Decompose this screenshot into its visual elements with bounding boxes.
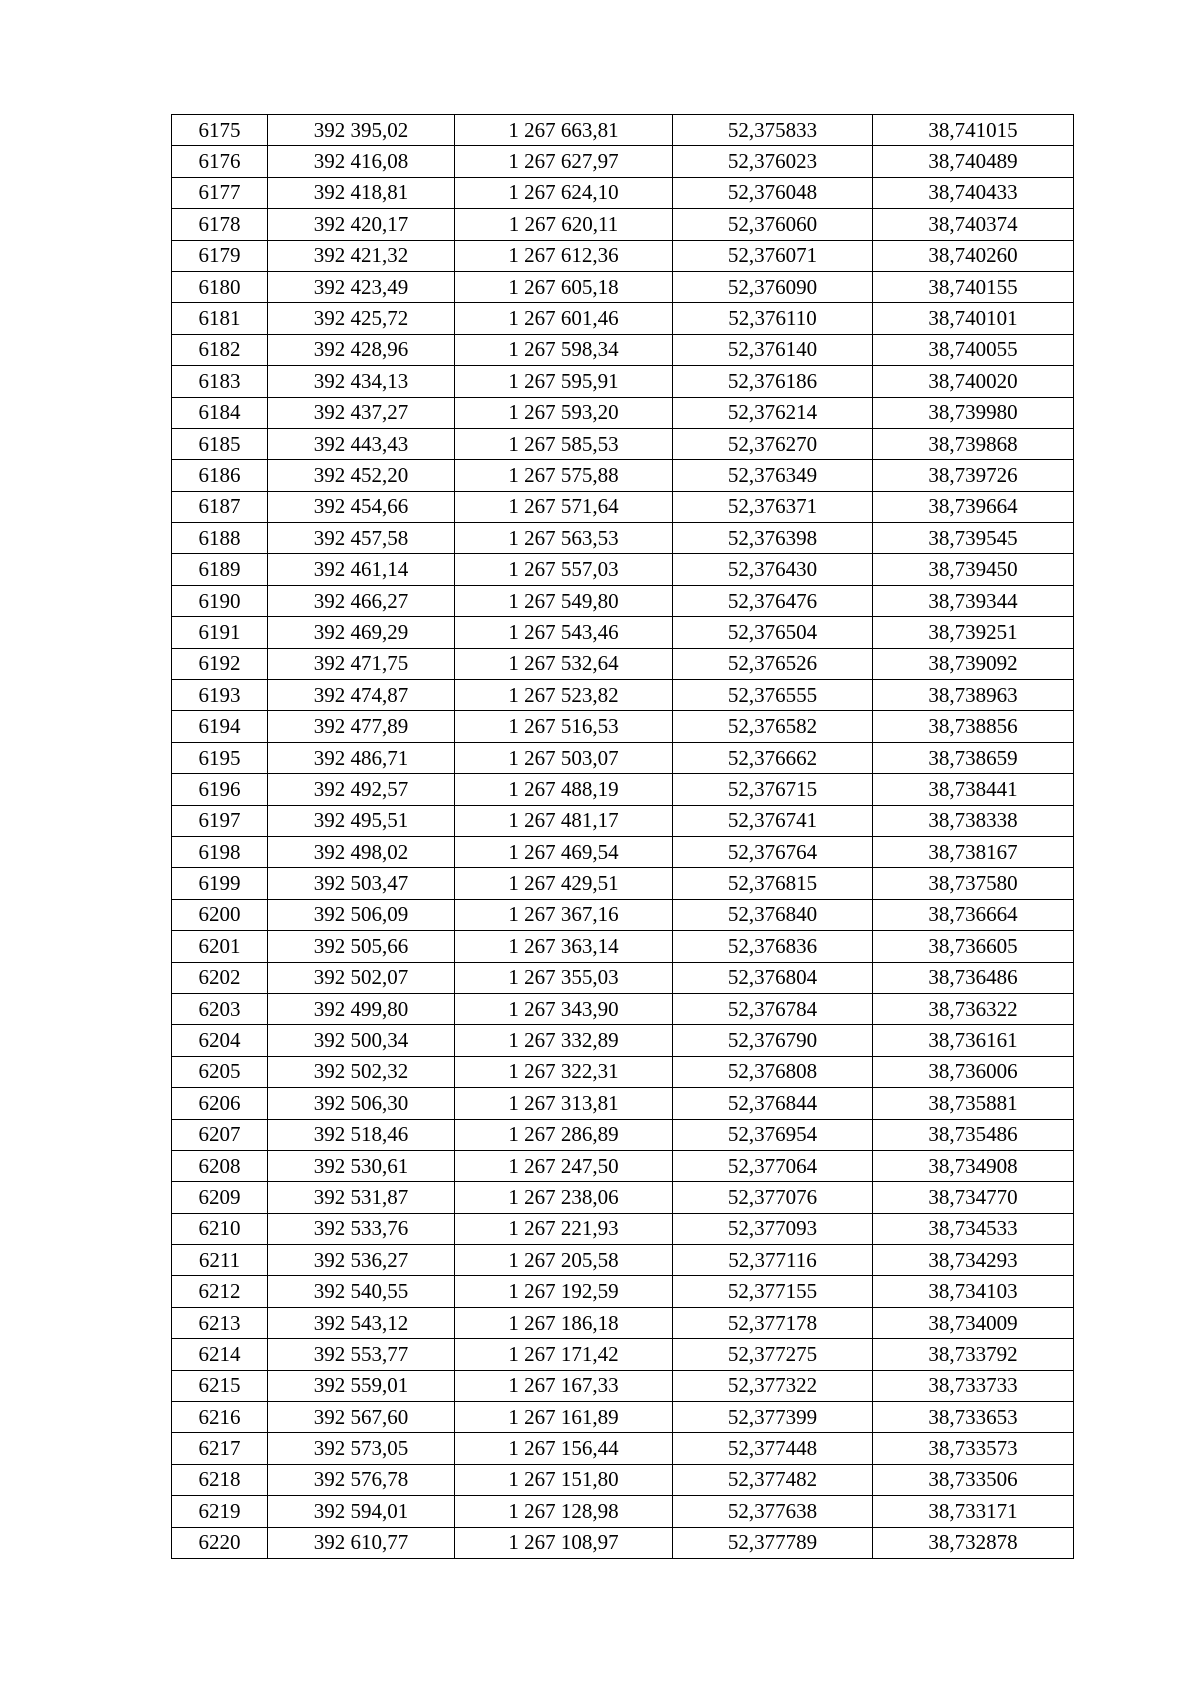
table-row [172,1056,1074,1087]
latitude-cell: 52,376071 [673,240,873,271]
y-coordinate-cell: 1 267 663,81 [455,115,673,146]
point-number-cell: 6183 [172,366,268,397]
table-row [172,1245,1074,1276]
y-coordinate-cell: 1 267 192,59 [455,1276,673,1307]
y-coordinate-cell: 1 267 488,19 [455,774,673,805]
latitude-cell: 52,377116 [673,1245,873,1276]
longitude-cell: 38,740374 [873,209,1074,240]
x-coordinate-cell: 392 492,57 [268,774,455,805]
x-coordinate-cell: 392 505,66 [268,931,455,962]
latitude-cell: 52,376090 [673,271,873,302]
point-number-cell: 6198 [172,836,268,867]
y-coordinate-cell: 1 267 286,89 [455,1119,673,1150]
y-coordinate-cell: 1 267 516,53 [455,711,673,742]
x-coordinate-cell: 392 457,58 [268,523,455,554]
latitude-cell: 52,375833 [673,115,873,146]
longitude-cell: 38,738856 [873,711,1074,742]
table-row [172,648,1074,679]
point-number-cell: 6190 [172,585,268,616]
table-row [172,1370,1074,1401]
x-coordinate-cell: 392 498,02 [268,836,455,867]
point-number-cell: 6194 [172,711,268,742]
point-number-cell: 6180 [172,271,268,302]
point-number-cell: 6187 [172,491,268,522]
latitude-cell: 52,377399 [673,1402,873,1433]
table-row [172,617,1074,648]
point-number-cell: 6211 [172,1245,268,1276]
x-coordinate-cell: 392 469,29 [268,617,455,648]
table-row [172,868,1074,899]
x-coordinate-cell: 392 573,05 [268,1433,455,1464]
point-number-cell: 6189 [172,554,268,585]
longitude-cell: 38,734533 [873,1213,1074,1244]
longitude-cell: 38,736161 [873,1025,1074,1056]
point-number-cell: 6177 [172,177,268,208]
longitude-cell: 38,736605 [873,931,1074,962]
table-row [172,1339,1074,1370]
y-coordinate-cell: 1 267 543,46 [455,617,673,648]
y-coordinate-cell: 1 267 624,10 [455,177,673,208]
longitude-cell: 38,739664 [873,491,1074,522]
y-coordinate-cell: 1 267 627,97 [455,146,673,177]
longitude-cell: 38,738441 [873,774,1074,805]
point-number-cell: 6216 [172,1402,268,1433]
coordinates-table [171,114,1074,1559]
table-row [172,397,1074,428]
point-number-cell: 6206 [172,1088,268,1119]
y-coordinate-cell: 1 267 571,64 [455,491,673,522]
table-row [172,711,1074,742]
longitude-cell: 38,739545 [873,523,1074,554]
latitude-cell: 52,376582 [673,711,873,742]
longitude-cell: 38,734103 [873,1276,1074,1307]
x-coordinate-cell: 392 518,46 [268,1119,455,1150]
point-number-cell: 6204 [172,1025,268,1056]
latitude-cell: 52,376808 [673,1056,873,1087]
y-coordinate-cell: 1 267 343,90 [455,993,673,1024]
x-coordinate-cell: 392 533,76 [268,1213,455,1244]
table-row [172,836,1074,867]
latitude-cell: 52,377322 [673,1370,873,1401]
y-coordinate-cell: 1 267 575,88 [455,460,673,491]
x-coordinate-cell: 392 437,27 [268,397,455,428]
table-row [172,177,1074,208]
longitude-cell: 38,740433 [873,177,1074,208]
y-coordinate-cell: 1 267 367,16 [455,899,673,930]
point-number-cell: 6192 [172,648,268,679]
point-number-cell: 6175 [172,115,268,146]
x-coordinate-cell: 392 567,60 [268,1402,455,1433]
x-coordinate-cell: 392 502,32 [268,1056,455,1087]
longitude-cell: 38,733573 [873,1433,1074,1464]
y-coordinate-cell: 1 267 332,89 [455,1025,673,1056]
y-coordinate-cell: 1 267 313,81 [455,1088,673,1119]
latitude-cell: 52,376715 [673,774,873,805]
x-coordinate-cell: 392 540,55 [268,1276,455,1307]
point-number-cell: 6193 [172,680,268,711]
longitude-cell: 38,739450 [873,554,1074,585]
latitude-cell: 52,377482 [673,1464,873,1495]
x-coordinate-cell: 392 461,14 [268,554,455,585]
latitude-cell: 52,376790 [673,1025,873,1056]
y-coordinate-cell: 1 267 363,14 [455,931,673,962]
x-coordinate-cell: 392 486,71 [268,742,455,773]
x-coordinate-cell: 392 416,08 [268,146,455,177]
x-coordinate-cell: 392 443,43 [268,428,455,459]
table-row [172,1433,1074,1464]
y-coordinate-cell: 1 267 503,07 [455,742,673,773]
longitude-cell: 38,739980 [873,397,1074,428]
x-coordinate-cell: 392 418,81 [268,177,455,208]
x-coordinate-cell: 392 610,77 [268,1527,455,1558]
x-coordinate-cell: 392 543,12 [268,1307,455,1338]
x-coordinate-cell: 392 530,61 [268,1150,455,1181]
table-row [172,491,1074,522]
latitude-cell: 52,377093 [673,1213,873,1244]
y-coordinate-cell: 1 267 549,80 [455,585,673,616]
x-coordinate-cell: 392 576,78 [268,1464,455,1495]
table-row [172,1402,1074,1433]
latitude-cell: 52,376060 [673,209,873,240]
point-number-cell: 6184 [172,397,268,428]
x-coordinate-cell: 392 420,17 [268,209,455,240]
latitude-cell: 52,376526 [673,648,873,679]
longitude-cell: 38,732878 [873,1527,1074,1558]
point-number-cell: 6220 [172,1527,268,1558]
y-coordinate-cell: 1 267 205,58 [455,1245,673,1276]
point-number-cell: 6219 [172,1496,268,1527]
longitude-cell: 38,738167 [873,836,1074,867]
longitude-cell: 38,737580 [873,868,1074,899]
latitude-cell: 52,376371 [673,491,873,522]
longitude-cell: 38,740020 [873,366,1074,397]
point-number-cell: 6181 [172,303,268,334]
x-coordinate-cell: 392 421,32 [268,240,455,271]
longitude-cell: 38,734009 [873,1307,1074,1338]
x-coordinate-cell: 392 495,51 [268,805,455,836]
y-coordinate-cell: 1 267 593,20 [455,397,673,428]
longitude-cell: 38,740101 [873,303,1074,334]
coordinates-table-body [172,115,1074,1559]
y-coordinate-cell: 1 267 523,82 [455,680,673,711]
y-coordinate-cell: 1 267 247,50 [455,1150,673,1181]
y-coordinate-cell: 1 267 156,44 [455,1433,673,1464]
latitude-cell: 52,376214 [673,397,873,428]
latitude-cell: 52,376504 [673,617,873,648]
longitude-cell: 38,739868 [873,428,1074,459]
point-number-cell: 6209 [172,1182,268,1213]
table-row [172,742,1074,773]
table-row [172,680,1074,711]
latitude-cell: 52,376954 [673,1119,873,1150]
y-coordinate-cell: 1 267 128,98 [455,1496,673,1527]
table-row [172,366,1074,397]
table-row [172,805,1074,836]
point-number-cell: 6185 [172,428,268,459]
table-row [172,1496,1074,1527]
table-row [172,428,1074,459]
longitude-cell: 38,733506 [873,1464,1074,1495]
y-coordinate-cell: 1 267 601,46 [455,303,673,334]
point-number-cell: 6188 [172,523,268,554]
longitude-cell: 38,736486 [873,962,1074,993]
table-row [172,931,1074,962]
point-number-cell: 6203 [172,993,268,1024]
latitude-cell: 52,377448 [673,1433,873,1464]
longitude-cell: 38,739251 [873,617,1074,648]
latitude-cell: 52,376349 [673,460,873,491]
point-number-cell: 6178 [172,209,268,240]
latitude-cell: 52,376023 [673,146,873,177]
x-coordinate-cell: 392 506,09 [268,899,455,930]
longitude-cell: 38,734293 [873,1245,1074,1276]
point-number-cell: 6200 [172,899,268,930]
y-coordinate-cell: 1 267 108,97 [455,1527,673,1558]
y-coordinate-cell: 1 267 355,03 [455,962,673,993]
latitude-cell: 52,377789 [673,1527,873,1558]
table-row [172,585,1074,616]
y-coordinate-cell: 1 267 171,42 [455,1339,673,1370]
longitude-cell: 38,738659 [873,742,1074,773]
latitude-cell: 52,376476 [673,585,873,616]
y-coordinate-cell: 1 267 563,53 [455,523,673,554]
point-number-cell: 6195 [172,742,268,773]
x-coordinate-cell: 392 502,07 [268,962,455,993]
longitude-cell: 38,739344 [873,585,1074,616]
y-coordinate-cell: 1 267 161,89 [455,1402,673,1433]
point-number-cell: 6208 [172,1150,268,1181]
y-coordinate-cell: 1 267 151,80 [455,1464,673,1495]
longitude-cell: 38,733733 [873,1370,1074,1401]
point-number-cell: 6210 [172,1213,268,1244]
table-row [172,240,1074,271]
latitude-cell: 52,377076 [673,1182,873,1213]
longitude-cell: 38,733792 [873,1339,1074,1370]
x-coordinate-cell: 392 474,87 [268,680,455,711]
table-row [172,1119,1074,1150]
point-number-cell: 6213 [172,1307,268,1338]
table-row [172,460,1074,491]
latitude-cell: 52,376764 [673,836,873,867]
longitude-cell: 38,736006 [873,1056,1074,1087]
x-coordinate-cell: 392 395,02 [268,115,455,146]
y-coordinate-cell: 1 267 585,53 [455,428,673,459]
longitude-cell: 38,739726 [873,460,1074,491]
longitude-cell: 38,738338 [873,805,1074,836]
point-number-cell: 6207 [172,1119,268,1150]
x-coordinate-cell: 392 553,77 [268,1339,455,1370]
table-row [172,1307,1074,1338]
latitude-cell: 52,377275 [673,1339,873,1370]
longitude-cell: 38,733653 [873,1402,1074,1433]
y-coordinate-cell: 1 267 598,34 [455,334,673,365]
latitude-cell: 52,376555 [673,680,873,711]
table-row [172,962,1074,993]
latitude-cell: 52,376836 [673,931,873,962]
y-coordinate-cell: 1 267 238,06 [455,1182,673,1213]
point-number-cell: 6212 [172,1276,268,1307]
x-coordinate-cell: 392 428,96 [268,334,455,365]
table-row [172,774,1074,805]
point-number-cell: 6179 [172,240,268,271]
x-coordinate-cell: 392 434,13 [268,366,455,397]
x-coordinate-cell: 392 503,47 [268,868,455,899]
longitude-cell: 38,733171 [873,1496,1074,1527]
table-row [172,993,1074,1024]
x-coordinate-cell: 392 536,27 [268,1245,455,1276]
table-row [172,271,1074,302]
longitude-cell: 38,740155 [873,271,1074,302]
point-number-cell: 6217 [172,1433,268,1464]
latitude-cell: 52,376844 [673,1088,873,1119]
y-coordinate-cell: 1 267 469,54 [455,836,673,867]
point-number-cell: 6199 [172,868,268,899]
point-number-cell: 6196 [172,774,268,805]
latitude-cell: 52,377638 [673,1496,873,1527]
x-coordinate-cell: 392 500,34 [268,1025,455,1056]
table-row [172,209,1074,240]
table-row [172,1150,1074,1181]
latitude-cell: 52,377064 [673,1150,873,1181]
latitude-cell: 52,376804 [673,962,873,993]
table-row [172,334,1074,365]
x-coordinate-cell: 392 594,01 [268,1496,455,1527]
y-coordinate-cell: 1 267 429,51 [455,868,673,899]
longitude-cell: 38,735881 [873,1088,1074,1119]
x-coordinate-cell: 392 452,20 [268,460,455,491]
longitude-cell: 38,734908 [873,1150,1074,1181]
point-number-cell: 6197 [172,805,268,836]
latitude-cell: 52,377178 [673,1307,873,1338]
table-row [172,1527,1074,1558]
table-row [172,115,1074,146]
table-row [172,899,1074,930]
x-coordinate-cell: 392 559,01 [268,1370,455,1401]
longitude-cell: 38,740055 [873,334,1074,365]
y-coordinate-cell: 1 267 532,64 [455,648,673,679]
point-number-cell: 6215 [172,1370,268,1401]
y-coordinate-cell: 1 267 186,18 [455,1307,673,1338]
table-row [172,303,1074,334]
point-number-cell: 6205 [172,1056,268,1087]
y-coordinate-cell: 1 267 322,31 [455,1056,673,1087]
y-coordinate-cell: 1 267 167,33 [455,1370,673,1401]
table-row [172,1025,1074,1056]
longitude-cell: 38,741015 [873,115,1074,146]
latitude-cell: 52,376840 [673,899,873,930]
y-coordinate-cell: 1 267 557,03 [455,554,673,585]
x-coordinate-cell: 392 506,30 [268,1088,455,1119]
point-number-cell: 6202 [172,962,268,993]
point-number-cell: 6186 [172,460,268,491]
latitude-cell: 52,376048 [673,177,873,208]
x-coordinate-cell: 392 471,75 [268,648,455,679]
longitude-cell: 38,738963 [873,680,1074,711]
table-row [172,1182,1074,1213]
x-coordinate-cell: 392 454,66 [268,491,455,522]
longitude-cell: 38,735486 [873,1119,1074,1150]
table-row [172,1088,1074,1119]
x-coordinate-cell: 392 423,49 [268,271,455,302]
table-row [172,146,1074,177]
y-coordinate-cell: 1 267 612,36 [455,240,673,271]
point-number-cell: 6191 [172,617,268,648]
latitude-cell: 52,376186 [673,366,873,397]
latitude-cell: 52,376398 [673,523,873,554]
longitude-cell: 38,740489 [873,146,1074,177]
latitude-cell: 52,376741 [673,805,873,836]
x-coordinate-cell: 392 531,87 [268,1182,455,1213]
latitude-cell: 52,376662 [673,742,873,773]
longitude-cell: 38,736322 [873,993,1074,1024]
longitude-cell: 38,739092 [873,648,1074,679]
point-number-cell: 6218 [172,1464,268,1495]
latitude-cell: 52,376270 [673,428,873,459]
longitude-cell: 38,736664 [873,899,1074,930]
longitude-cell: 38,740260 [873,240,1074,271]
latitude-cell: 52,376110 [673,303,873,334]
table-row [172,1276,1074,1307]
latitude-cell: 52,376784 [673,993,873,1024]
table-row [172,1464,1074,1495]
x-coordinate-cell: 392 499,80 [268,993,455,1024]
y-coordinate-cell: 1 267 620,11 [455,209,673,240]
point-number-cell: 6182 [172,334,268,365]
longitude-cell: 38,734770 [873,1182,1074,1213]
point-number-cell: 6214 [172,1339,268,1370]
x-coordinate-cell: 392 477,89 [268,711,455,742]
table-row [172,554,1074,585]
y-coordinate-cell: 1 267 605,18 [455,271,673,302]
latitude-cell: 52,376140 [673,334,873,365]
latitude-cell: 52,376430 [673,554,873,585]
x-coordinate-cell: 392 425,72 [268,303,455,334]
latitude-cell: 52,377155 [673,1276,873,1307]
table-row [172,523,1074,554]
latitude-cell: 52,376815 [673,868,873,899]
point-number-cell: 6201 [172,931,268,962]
point-number-cell: 6176 [172,146,268,177]
y-coordinate-cell: 1 267 221,93 [455,1213,673,1244]
table-row [172,1213,1074,1244]
y-coordinate-cell: 1 267 595,91 [455,366,673,397]
x-coordinate-cell: 392 466,27 [268,585,455,616]
y-coordinate-cell: 1 267 481,17 [455,805,673,836]
